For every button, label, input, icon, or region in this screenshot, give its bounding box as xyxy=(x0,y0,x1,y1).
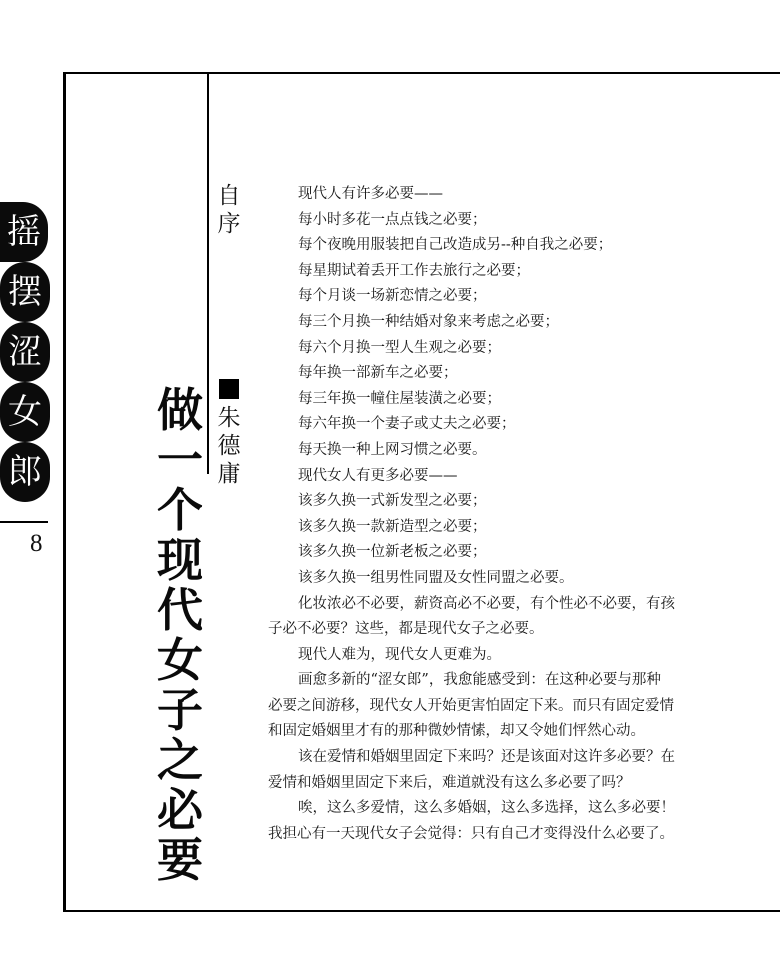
frame-left-rule xyxy=(63,72,66,912)
title-char: 现 xyxy=(157,533,203,587)
body-line: 爱情和婚姻里固定下来后，难道就没有这么多必要了吗？ xyxy=(268,774,631,791)
body-line: 每天换一种上网习惯之必要。 xyxy=(298,441,487,458)
title-char: 个 xyxy=(157,483,203,537)
body-line: 和固定婚姻里才有的那种微妙情愫，却又令她们怦然心动。 xyxy=(268,723,645,740)
preface-label xyxy=(214,182,244,238)
body-line: 每三年换一幢住屋装潢之必要； xyxy=(298,390,501,407)
byline-square-mark xyxy=(219,379,239,399)
title-char: 之 xyxy=(157,733,203,787)
preface-char: 自 xyxy=(217,183,241,209)
body-line: 唉，这么多爱情，这么多婚姻，这么多选择，这么多必要！ xyxy=(298,800,675,817)
author-char: 德 xyxy=(217,433,241,459)
page-number: 8 xyxy=(30,530,43,557)
body-line: 每个月谈一场新恋情之必要； xyxy=(298,288,487,305)
body-line: 每三个月换一种结婚对象来考虑之必要； xyxy=(298,313,559,330)
body-line: 每小时多花一点点钱之必要； xyxy=(298,211,487,228)
preface-char: 序 xyxy=(217,211,241,237)
body-line: 每星期试着丢开工作去旅行之必要； xyxy=(298,262,530,279)
author-byline xyxy=(214,375,244,488)
series-title xyxy=(0,202,52,502)
body-line: 现代人难为，现代女人更难为。 xyxy=(298,646,501,663)
body-line: 该多久换一组男性同盟及女性同盟之必要。 xyxy=(298,569,574,586)
body-line: 画愈多新的“涩女郎”，我愈能感受到：在这种必要与那种 xyxy=(298,672,661,689)
author-char: 庸 xyxy=(217,461,241,487)
frame-bottom-rule xyxy=(63,910,780,912)
series-char: 女 xyxy=(0,382,50,442)
title-char: 代 xyxy=(157,583,203,637)
body-line: 每六年换一个妻子或丈夫之必要； xyxy=(298,416,516,433)
series-char: 郎 xyxy=(0,442,50,502)
body-line: 必要之间游移，现代女人开始更害怕固定下来。而只有固定爱情 xyxy=(268,697,674,714)
series-char: 涩 xyxy=(0,322,50,382)
body-line: 我担心有一天现代女子会觉得：只有自己才变得没什么必要了。 xyxy=(268,825,674,842)
title-char: 必 xyxy=(157,783,203,837)
title-char: 子 xyxy=(157,683,203,737)
body-text xyxy=(268,182,768,847)
series-char: 摇 xyxy=(0,202,48,262)
title-char: 做 xyxy=(157,383,203,437)
body-line: 该多久换一式新发型之必要； xyxy=(298,493,487,510)
body-line: 每年换一部新车之必要； xyxy=(298,365,458,382)
frame-top-rule xyxy=(63,72,780,74)
body-line: 每六个月换一型人生观之必要； xyxy=(298,339,501,356)
series-char: 摆 xyxy=(0,262,50,322)
article-title xyxy=(150,385,210,885)
body-line: 该在爱情和婚姻里固定下来吗？还是该面对这许多必要？在 xyxy=(298,749,675,766)
body-line: 子必不必要？这些，都是现代女子之必要。 xyxy=(268,621,544,638)
body-line: 现代女人有更多必要—— xyxy=(298,467,458,484)
body-line: 化妆浓必不必要，薪资高必不必要，有个性必不必要，有孩 xyxy=(298,595,675,612)
title-char: 要 xyxy=(157,833,203,887)
body-line: 该多久换一位新老板之必要； xyxy=(298,544,487,561)
title-char: 一 xyxy=(157,433,203,487)
author-char: 朱 xyxy=(217,405,241,431)
body-line: 现代人有许多必要—— xyxy=(298,186,443,202)
body-line: 该多久换一款新造型之必要； xyxy=(298,518,487,535)
title-char: 女 xyxy=(157,633,203,687)
page-number-rule xyxy=(0,521,48,523)
body-line: 每个夜晚用服装把自己改造成另--种自我之必要； xyxy=(298,237,613,254)
